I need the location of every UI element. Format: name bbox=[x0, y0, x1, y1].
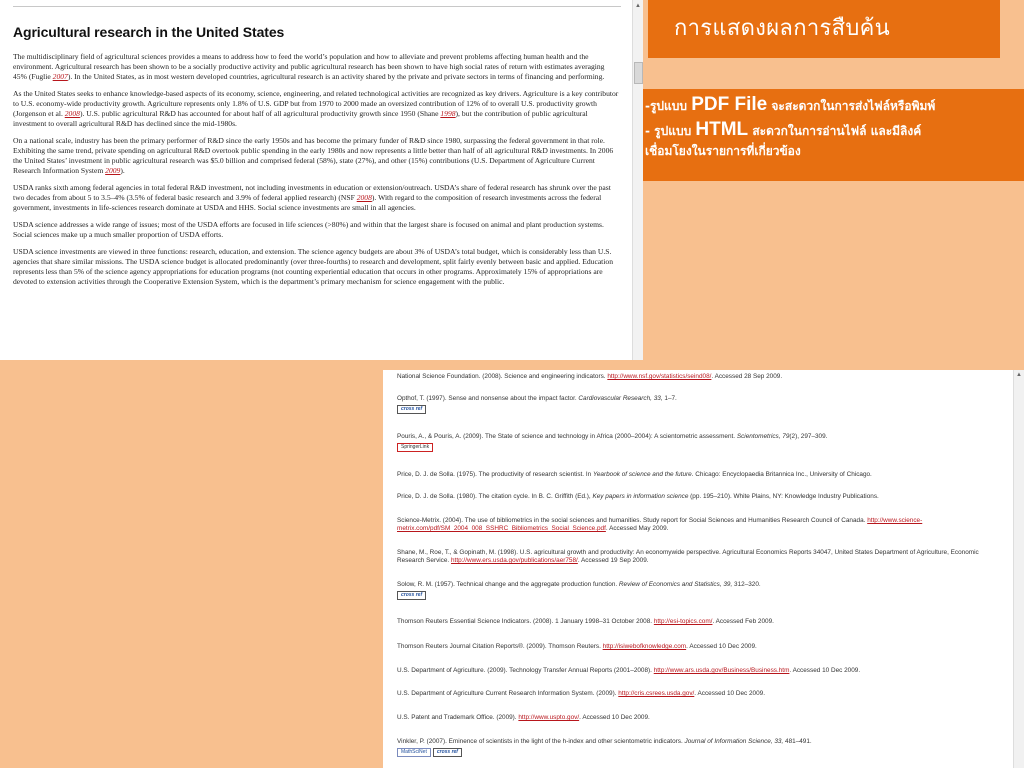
article-window bbox=[0, 0, 643, 360]
article-scrollbar[interactable] bbox=[632, 0, 643, 360]
reference-item: Vinkler, P. (2007). Eminence of scientists in the light of the h-index and other scientometric indicators. Journal of Information Science, 33, 481–491. MathSciNet cross ref bbox=[397, 738, 812, 755]
reference-item: U.S. Department of Agriculture Current Research Information System. (2009). http://cris.csrees.usda.gov/. Accessed 10 Dec 2009. bbox=[397, 690, 765, 697]
reference-item: Price, D. J. de Solla. (1980). The citation cycle. In B. C. Griffith (Ed.), Key papers in information science (pp. 195–210). White Plains, NY: Knowledge Industry Publications. bbox=[397, 493, 879, 500]
article-paragraph: USDA ranks sixth among federal agencies in total federal R&D investment, not including investments in education or extension/outreach. USDA’s share of federal research has shrunk over the past two decades from about 5 to 3.5–4% (3.5% of federal basic research and 3.9% of federal applied research) (NSF 2008). With regard to the composition of research investments across the federal government, investments in life-sciences research dominate at USDA and HHS. Social science investments are small in all agencies. bbox=[13, 183, 611, 212]
article-paragraph: As the United States seeks to enhance knowledge-based aspects of its economy, science, engineering, and related technological activities are recognized as key drivers. Agriculture is a key contributor to U.S. economy-wide productivity growth. Agriculture represents only 1.8% of U.S. GDP but from 1970 to 2000 made an oversized contribution of 12% of to overall U.S. productivity growth (Jorgenson et al. 2008). U.S. public agricultural R&D has accounted for about half of all agricultural productivity growth since 1950 (Shane 1998), but the contribution of public agricultural investment to overall agricultural R&D has declined since the mid-1980s. bbox=[13, 89, 619, 128]
format-description-box bbox=[643, 89, 1024, 181]
crossref-badge[interactable]: cross ref bbox=[433, 748, 462, 757]
reference-link[interactable]: http://www.science-metrix.com/pdf/SM_2004_008_SSHRC_Bibliometrics_Social_Science.pdf bbox=[397, 517, 923, 532]
reference-item: Shane, M., Roe, T., & Gopinath, M. (1998). U.S. agricultural growth and productivity: An economywide perspective. Agricultural Economics Reports 34047, United States Department of Agriculture, Economic Research Service. http://www.ers.usda.gov/publications/aer758/. Accessed 19 Sep 2009. bbox=[397, 549, 979, 564]
reference-link[interactable]: http://www.uspto.gov/ bbox=[518, 714, 580, 721]
crossref-badge[interactable]: cross ref bbox=[397, 405, 426, 414]
article-paragraph: USDA science addresses a wide range of issues; most of the USDA efforts are focused in life sciences (>80%) and within that the largest share is focused on animal and plant production systems. Social sciences make up a much smaller proportion of USDA efforts. bbox=[13, 220, 604, 239]
slide-title: การแสดงผลการสืบค้น bbox=[674, 16, 890, 41]
citation-link[interactable]: 2007 bbox=[52, 72, 68, 81]
reference-item: Solow, R. M. (1957). Technical change and the aggregate production function. Review of Economics and Statistics, 39, 312–320. cross ref bbox=[397, 581, 761, 598]
reference-link[interactable]: http://www.ars.usda.gov/Business/Business.htm bbox=[653, 667, 790, 674]
citation-link[interactable]: 2008 bbox=[64, 109, 80, 118]
reference-link[interactable]: http://isiwebofknowledge.com bbox=[602, 643, 687, 650]
scrollbar-thumb[interactable] bbox=[634, 62, 643, 84]
mathscinet-badge[interactable]: MathSciNet bbox=[397, 748, 431, 757]
references-scrollbar[interactable] bbox=[1013, 370, 1024, 768]
article-body bbox=[13, 24, 620, 294]
reference-link[interactable]: http://www.ers.usda.gov/publications/aer758/ bbox=[451, 557, 578, 564]
reference-link[interactable]: http://esi-topics.com/ bbox=[653, 618, 713, 625]
reference-item: Opthof, T. (1997). Sense and nonsense about the impact factor. Cardiovascular Research, 33, 1–7. cross ref bbox=[397, 395, 677, 412]
reference-item: National Science Foundation. (2008). Science and engineering indicators. http://www.nsf.gov/statistics/seind08/. Accessed 28 Sep 2009. bbox=[397, 373, 783, 380]
article-paragraph: USDA science investments are viewed in three functions: research, education, and extension. The science agency budgets are about 3% of USDA’s total budget, which is considerably less than U.S. agencies that share similar missions. The USDA science budget is allocated predominantly (over three-fourths) to research and development, split fairly evenly between basic and applied. Education represents less than 5% of the science agency appropriations for education programs (not counting experiential education that occurs in other programs. Approximately 15% of appropriations are devoted to extension activities through the Cooperative Extension System, which is the department’s primary mechanism for science engagement with the public. bbox=[13, 247, 613, 286]
reference-item: U.S. Patent and Trademark Office. (2009). http://www.uspto.gov/. Accessed 10 Dec 2009. bbox=[397, 714, 650, 721]
article-title: Agricultural research in the United States bbox=[13, 24, 285, 40]
reference-item: U.S. Department of Agriculture. (2009). Technology Transfer Annual Reports (2001–2008). http://www.ars.usda.gov/Business/Business.htm. Accessed 10 Dec 2009. bbox=[397, 667, 861, 674]
citation-link[interactable]: 2008 bbox=[356, 193, 372, 202]
citation-link[interactable]: 2009 bbox=[105, 166, 121, 175]
citation-link[interactable]: 1998 bbox=[440, 109, 456, 118]
pdf-format-line: -รูปแบบ PDF File จะสะดวกในการส่งไฟล์หรือพิมพ์ bbox=[645, 94, 936, 115]
references-window bbox=[383, 370, 1024, 768]
html-format-line-continued: เชื่อมโยงในรายการที่เกี่ยวข้อง bbox=[645, 144, 801, 158]
reference-link[interactable]: http://cris.csrees.usda.gov/ bbox=[618, 690, 695, 697]
article-paragraph: On a national scale, industry has been the primary performer of R&D since the early 1950s and has become the primary funder of R&D since 1980, surpassing the federal government in that role. Exhibiting the same trend, private spending on agricultural R&D overtook public spending in the early 1980s and now represents a little better than half of all agricultural R&D investments. In 2006 the United States’ investment in public agricultural research was $5.0 billion and comprised federal (58%), state (27%), and other (15%) contributions (U.S. Department of Agriculture Current Research Information System 2009). bbox=[13, 136, 614, 175]
crossref-badge[interactable]: cross ref bbox=[397, 591, 426, 600]
reference-item: Science-Metrix. (2004). The use of bibliometrics in the social sciences and humanities. Study report for Social Sciences and Humanities Research Council of Canada. http://www.science-metrix.com/pdf/SM_2004_008_SSHRC_Bibliometrics_Social_Science.pdf. Accessed May 2009. bbox=[397, 517, 923, 532]
reference-item: Price, D. J. de Solla. (1975). The productivity of research scientist. In Yearbook of science and the future. Chicago: Encyclopaedia Britannica Inc., University of Chicago. bbox=[397, 471, 872, 478]
slide-title-box bbox=[648, 0, 1000, 58]
divider bbox=[13, 6, 621, 7]
reference-item: Thomson Reuters Journal Citation Reports®. (2009). Thomson Reuters. http://isiwebofknowledge.com. Accessed 10 Dec 2009. bbox=[397, 643, 757, 650]
scroll-up-arrow-icon[interactable]: ▲ bbox=[635, 3, 641, 9]
reference-link[interactable]: http://www.nsf.gov/statistics/seind08/ bbox=[607, 373, 712, 380]
reference-item: Pouris, A., & Pouris, A. (2009). The State of science and technology in Africa (2000–2004): A scientometric assessment. Scientometrics, 79(2), 297–309. SpringerLink bbox=[397, 433, 828, 450]
reference-item: Thomson Reuters Essential Science Indicators. (2008). 1 January 1998–31 October 2008. http://esi-topics.com/. Accessed Feb 2009. bbox=[397, 618, 774, 625]
article-paragraph: The multidisciplinary field of agricultural sciences provides a means to address how to feed the world’s population and how to alleviate and prevent problems affecting human health and the environment. Agricultural research has been shown to be a socially productive activity and public agricultural research has been shown to have high social rates of return with estimates averaging 45% (Fuglie 2007). In the United States, as in most western developed countries, agricultural research is an activity shared by the private and private sectors in terms of financing and performing. bbox=[13, 52, 605, 81]
scroll-up-arrow-icon[interactable]: ▲ bbox=[1016, 372, 1022, 378]
springerlink-badge[interactable]: SpringerLink bbox=[397, 443, 433, 452]
html-format-line: - รูปแบบ HTML สะดวกในการอ่านไฟล์ และมีลิงค์ bbox=[645, 119, 922, 140]
